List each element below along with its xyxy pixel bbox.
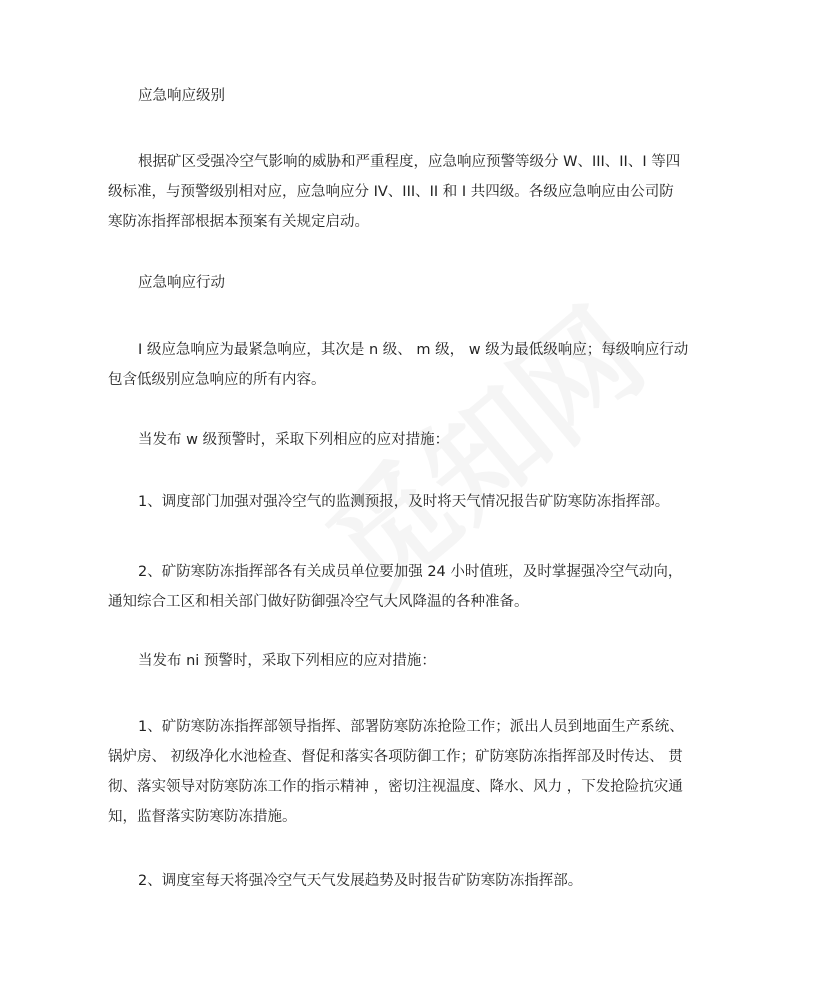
paragraph-response-level [108,147,728,237]
paragraph-line: 彻、落实领导对防寒防冻工作的指示精神 ，密切注视温度、降水、风力 ，下发抢险抗灾通 [108,779,683,795]
paragraph-line: 锅炉房、 初级净化水池检查、督促和落实各项防御工作；矿防寒防冻指挥部及时传达、 贯 [108,749,683,765]
paragraph-line: 包含低级别应急响应的所有内容。 [108,372,326,388]
paragraph-line: I 级应急响应为最紧急响应，其次是 n 级、 m 级， w 级为最低级响应；每级响应行动 [138,342,689,358]
paragraph-line: 根据矿区受强冷空气影响的威胁和严重程度，应急响应预警等级分 W、III、II、I 等四 [138,154,681,170]
heading-response-action: 应急响应行动 [138,275,225,291]
paragraph-line: 1、矿防寒防冻指挥部领导指挥、部署防寒防冻抢险工作；派出人员到地面生产系统、 [138,719,684,735]
paragraph-line: 寒防冻指挥部根据本预案有关规定启动。 [108,214,369,230]
ni-level-intro: 当发布 ni 预警时，采取下列相应的应对措施： [138,653,436,669]
paragraph-line: 级标准，与预警级别相对应，应急响应分 IV、III、II 和 I 共四级。各级应急响应由公司防 [108,184,674,200]
paragraph-line: 2、矿防寒防冻指挥部各有关成员单位要加强 24 小时值班，及时掌握强冷空气动向， [138,564,683,580]
heading-response-level: 应急响应级别 [138,88,225,104]
ni-level-item-1 [108,712,728,832]
w-level-item-2 [108,557,728,617]
paragraph-response-action [108,335,728,395]
paragraph-line: 知，监督落实防寒防冻措施。 [108,809,297,825]
w-level-intro: 当发布 w 级预警时，采取下列相应的应对措施： [138,432,450,448]
paragraph-line: 通知综合工区和相关部门做好防御强冷空气大风降温的各种准备。 [108,594,529,610]
ni-level-item-2: 2、调度室每天将强冷空气天气发展趋势及时报告矿防寒防冻指挥部。 [138,873,583,889]
w-level-item-1: 1、调度部门加强对强冷空气的监测预报，及时将天气情况报告矿防寒防冻指挥部。 [138,494,670,510]
